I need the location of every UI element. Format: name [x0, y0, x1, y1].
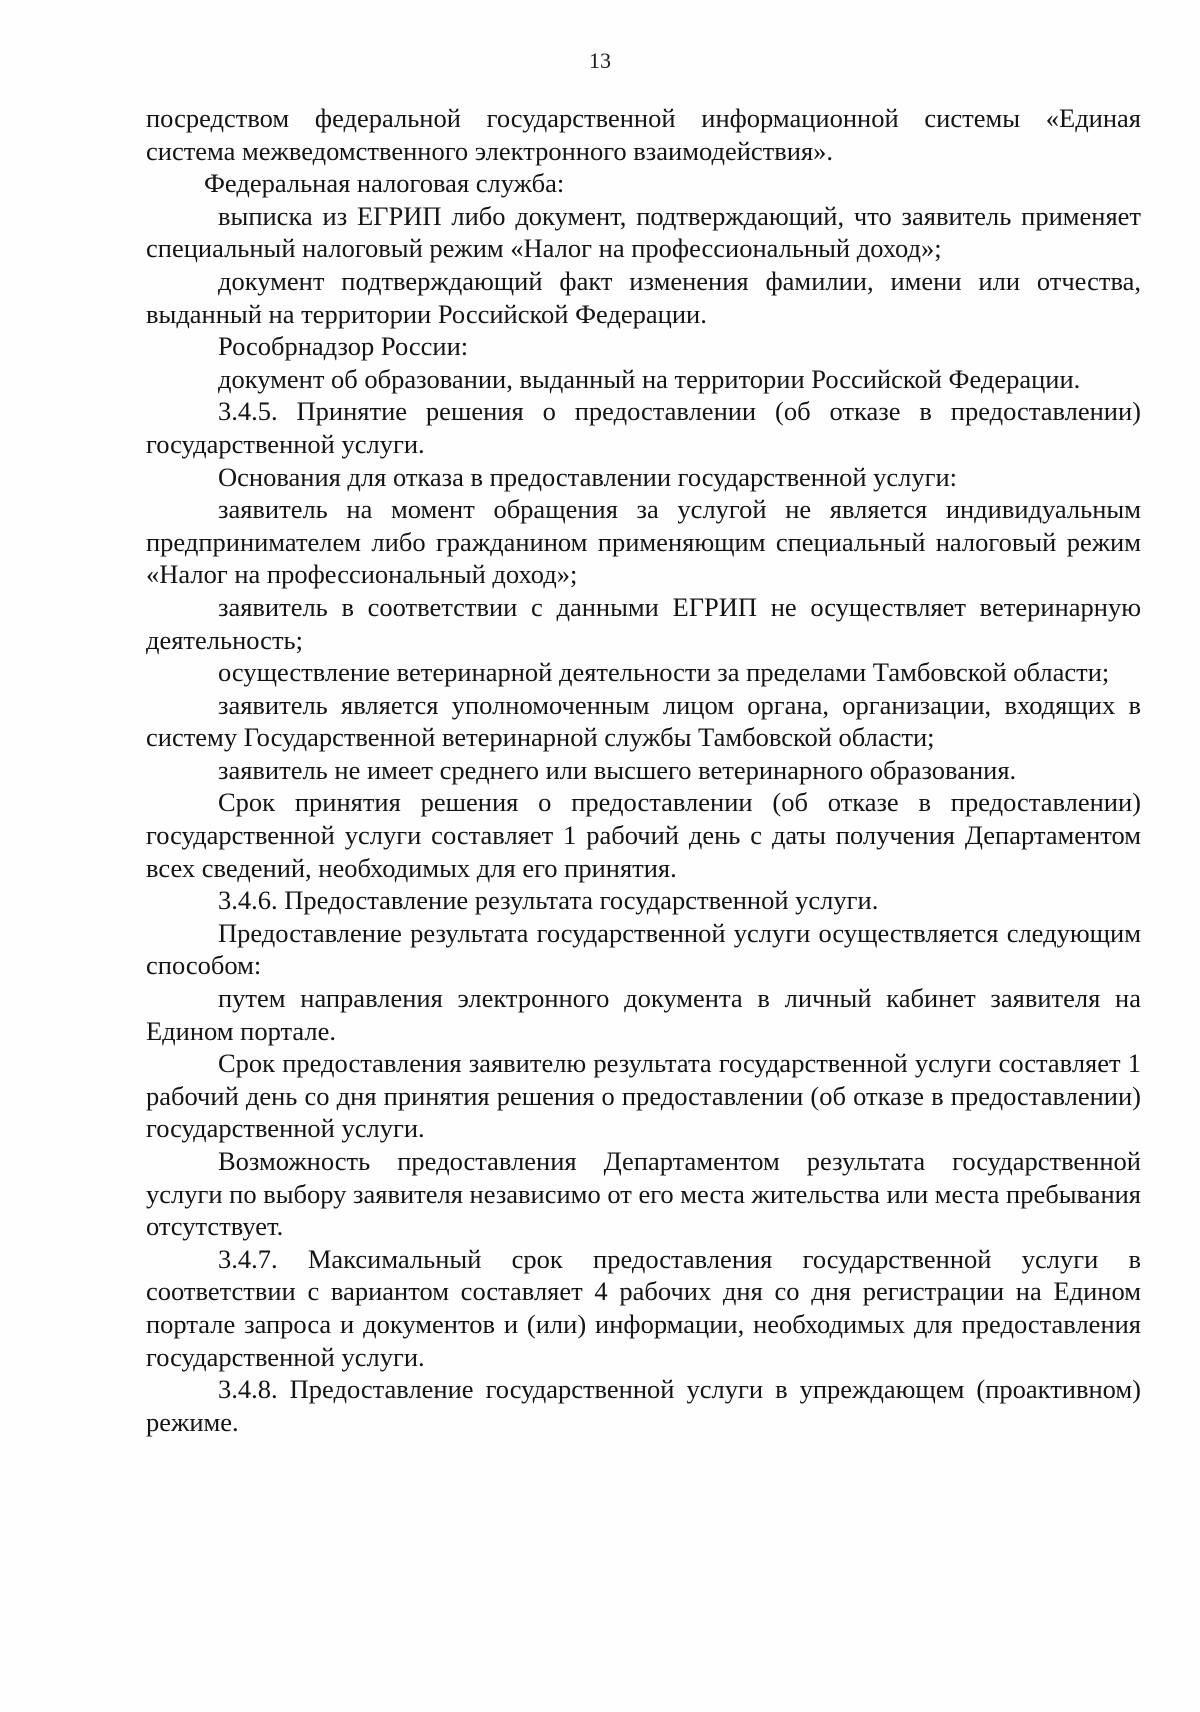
section-3-4-5-heading: 3.4.5. Принятие решения о предоставлении (об отказе в предоставлении) государственной услуги.	[146, 396, 1141, 459]
paragraph-fns-heading: Федеральная налоговая служба:	[204, 168, 565, 199]
paragraph-refusal-no-vet-activity: заявитель в соответствии с данными ЕГРИП не осуществляет ветеринарную деятельность;	[146, 591, 1141, 655]
paragraph-result-term: Срок предоставления заявителю результата государственной услуги составляет 1 рабочий день со дня принятия решения о предоставлении (об отказе в предоставлении) государственной услуги.	[146, 1048, 1141, 1144]
paragraph-refusal-no-education: заявитель не имеет среднего или высшего ветеринарного образования.	[218, 754, 1017, 785]
paragraph-extraterritorial: Возможность предоставления Департаментом результата государственной услуги по выбору заявителя независимо от его места жительства или места пребывания отсутствует.	[146, 1146, 1141, 1242]
paragraph-refusal-not-entrepreneur: заявитель на момент обращения за услугой не является индивидуальным предпринимателем либо гражданином применяющим специальный налоговый режим «Налог на профессиональный доход»;	[146, 494, 1141, 590]
paragraph-result-method: Предоставление результата государственной услуги осуществляется следующим способом:	[146, 917, 1141, 981]
paragraph-egrip-extract: выписка из ЕГРИП либо документ, подтверждающий, что заявитель применяет специальный налоговый режим «Налог на профессиональный доход»;	[146, 200, 1141, 264]
paragraph-refusal-grounds-heading: Основания для отказа в предоставлении государственной услуги:	[218, 461, 958, 492]
paragraph-name-change-document: документ подтверждающий факт изменения фамилии, имени или отчества, выданный на территории Российской Федерации.	[146, 265, 1141, 329]
paragraph-decision-term: Срок принятия решения о предоставлении (об отказе в предоставлении) государственной услуги составляет 1 рабочий день с даты получения Департаментом всех сведений, необходимых для его принятия.	[146, 787, 1141, 883]
paragraph-education-document: документ об образовании, выданный на территории Российской Федерации.	[218, 363, 1081, 394]
section-3-4-8-proactive: 3.4.8. Предоставление государственной услуги в упреждающем (проактивном) режиме.	[146, 1374, 1141, 1437]
paragraph-result-personal-account: путем направления электронного документа в личный кабинет заявителя на Едином портале.	[146, 983, 1141, 1046]
paragraph-refusal-outside-region: осуществление ветеринарной деятельности за пределами Тамбовской области;	[218, 657, 1110, 688]
section-3-4-6-heading: 3.4.6. Предоставление результата государственной услуги.	[218, 885, 879, 916]
paragraph-smev-continuation: посредством федеральной государственной информационной системы «Единая система межведомственного электронного взаимодействия».	[146, 103, 1141, 166]
paragraph-rosobrnadzor-heading: Рособрнадзор России:	[218, 331, 469, 362]
section-3-4-7-max-term: 3.4.7. Максимальный срок предоставления государственной услуги в соответствии с вариантом составляет 4 рабочих дня со дня регистрации на Едином портале запроса и документов и (или) информации, необходимых для предоставления государственной услуги.	[146, 1243, 1141, 1372]
paragraph-refusal-authorized-person: заявитель является уполномоченным лицом органа, организации, входящих в систему Государственной ветеринарной службы Тамбовской области;	[146, 689, 1141, 753]
page-number: 13	[589, 48, 611, 73]
document-body	[146, 102, 1141, 1438]
